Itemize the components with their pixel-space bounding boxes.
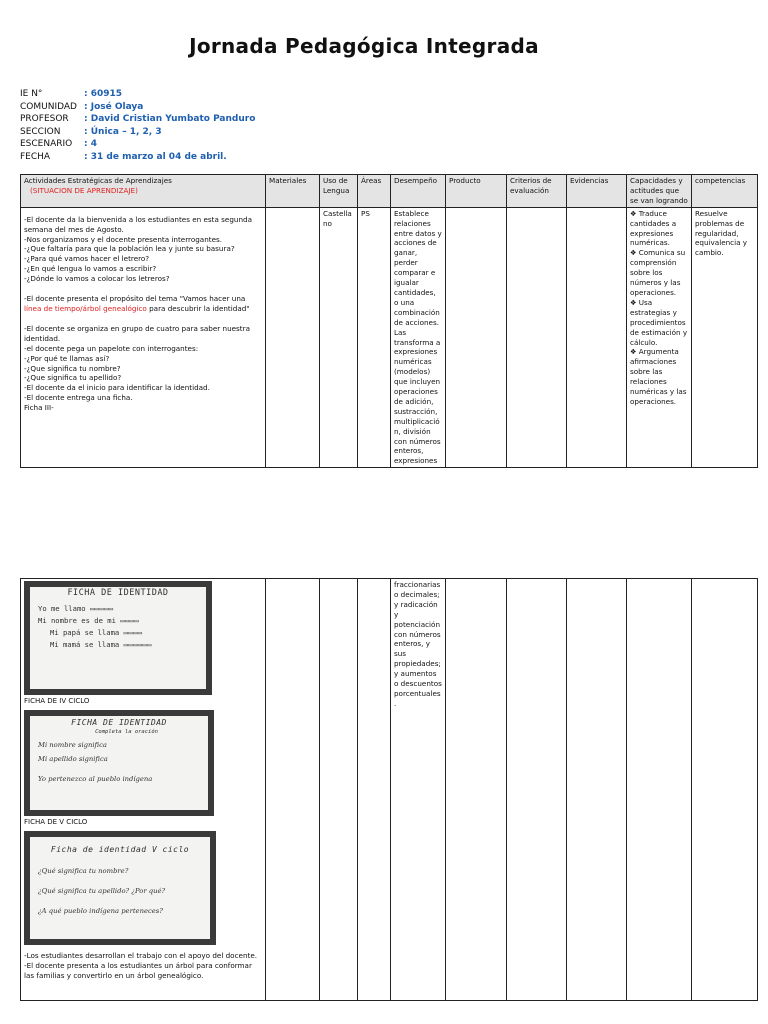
answer-boxes: ▭▭▭▭▭▭ [123, 640, 152, 649]
photo-line: ¿Qué significa tu apellido? ¿Por qué? [38, 886, 166, 895]
purpose-highlight: línea de tiempo/árbol genealógico [24, 303, 147, 313]
closing-line: -Los estudiantes desarrollan el trabajo con el apoyo del docente. [24, 950, 258, 960]
info-value: : José Olaya [84, 101, 144, 112]
info-value: : 31 de marzo al 04 de abril. [84, 151, 227, 162]
header-capacidades: Capacidades y actitudes que se van logrando [627, 175, 692, 208]
activity-line: -¿Que faltaría para que la población lea y junte su basura? [24, 244, 235, 254]
capacidades-cell [627, 579, 692, 1001]
header-uso-lengua: Uso de Lengua [320, 175, 358, 208]
header-producto: Producto [446, 175, 507, 208]
table-row [21, 207, 758, 468]
header-desempeno: Desempeño [391, 175, 446, 208]
info-row-fecha [20, 151, 255, 164]
capacidad-item: ❖ Usa estrategias y procedimientos de estimación y cálculo. [630, 297, 688, 347]
capacidad-item: ❖ Argumenta afirmaciones sobre las relaciones numéricas y las operaciones. [630, 347, 687, 406]
answer-boxes: ▭▭▭▭ [120, 616, 140, 625]
photo-line [30, 639, 206, 651]
info-value: : 4 [84, 139, 97, 149]
ficha-identidad-photo-3 [24, 831, 216, 945]
info-value: : 60915 [84, 89, 123, 99]
table-row [21, 579, 758, 1001]
info-label: ESCENARIO [20, 139, 73, 149]
photo-line: Mi nombre significa [38, 740, 107, 749]
header-situacion-label: (SITUACION DE APRENDIZAJE) [30, 185, 138, 195]
materiales-cell [266, 207, 320, 468]
photo-line: ¿A qué pueblo indígena perteneces? [38, 906, 163, 915]
activity-line: -¿Que significa tu nombre? [24, 363, 121, 373]
answer-boxes: ▭▭▭▭ [123, 628, 143, 637]
closing-line: -El docente presenta a los estudiantes un árbol para conformar las familias y convertirlo en un árbol genealógico. [24, 960, 252, 980]
photo-line [30, 603, 206, 615]
capacidades-cell [627, 207, 692, 468]
header-criterios: Criterios de evaluación [507, 175, 567, 208]
planning-table-part2 [20, 578, 758, 1001]
activity-line: -¿Que significa tu apellido? [24, 373, 122, 383]
activities-cell [21, 207, 266, 468]
purpose-text: -El docente presenta el propósito del tema "Vamos hacer una [24, 294, 246, 304]
photo-line-text: Yo me llamo [38, 603, 86, 613]
page-title: Jornada Pedagógica Integrada [189, 34, 539, 58]
competencias-cell [692, 579, 758, 1001]
photo-title: Ficha de identidad V ciclo [50, 844, 190, 854]
purpose-line [24, 294, 262, 314]
school-info [20, 88, 255, 163]
activity-line: -¿Dónde lo vamos a colocar los letreros? [24, 274, 170, 284]
areas-cell: PS [358, 207, 391, 468]
planning-table-part1 [20, 174, 758, 468]
activities-cell-continued [21, 579, 266, 1001]
desempeno-cell-continued: fraccionarias o decimales; y radicación y potenciación con números enteros, y sus propiedades; y aumentos o descuentos porcentuales. [391, 579, 446, 1001]
areas-cell [358, 579, 391, 1001]
photo-subtitle: Completa la oración [95, 728, 158, 735]
materiales-cell [266, 579, 320, 1001]
photo-title: FICHA DE IDENTIDAD [71, 717, 167, 727]
producto-cell [446, 207, 507, 468]
criterios-cell [507, 207, 567, 468]
header-competencias: competencias [692, 175, 758, 208]
photo-line: Mi apellido significa [38, 754, 108, 763]
capacidad-item: ❖ Traduce cantidades a expresiones numéricas. [630, 208, 677, 248]
info-value: : David Cristian Yumbato Panduro [84, 114, 256, 124]
info-label: COMUNIDAD [20, 101, 77, 112]
evidencias-cell [567, 207, 627, 468]
evidencias-cell [567, 579, 627, 1001]
ficha-identidad-photo-2 [24, 710, 214, 816]
header-evidencias: Evidencias [567, 175, 627, 208]
photo-line: ¿Qué significa tu nombre? [38, 866, 129, 875]
activity-line: -el docente pega un papelote con interrogantes: [24, 343, 199, 353]
criterios-cell [507, 579, 567, 1001]
photo-line-text: Mi mamá se llama [50, 639, 120, 649]
uso-lengua-cell [320, 579, 358, 1001]
info-label: PROFESOR [20, 114, 69, 124]
info-row-comunidad [20, 101, 255, 114]
activity-line: -¿Para qué vamos hacer el letrero? [24, 254, 150, 264]
uso-lengua-cell: Castellano [320, 207, 358, 468]
activity-line: -El docente entrega una ficha. [24, 393, 133, 403]
table-header-row [21, 175, 758, 208]
photo-line [30, 615, 206, 627]
ficha-iv-label: FICHA DE IV CICLO [24, 697, 90, 705]
info-label: IE N° [20, 89, 43, 99]
competencias-cell: Resuelve problemas de regularidad, equivalencia y cambio. [692, 207, 758, 468]
header-areas: Áreas [358, 175, 391, 208]
producto-cell [446, 579, 507, 1001]
activity-line: -Nos organizamos y el docente presenta interrogantes. [24, 234, 223, 244]
activity-line: -El docente se organiza en grupo de cuatro para saber nuestra identidad. [24, 323, 250, 343]
desempeno-cell: Establece relaciones entre datos y acciones de ganar, perder comparar e igualar cantidades, o una combinación de acciones. Las transforma a expresiones numéricas (modelos) que incluyen operaciones de adición, sustracción, multiplicación, división con números enteros, expresiones [391, 207, 446, 468]
purpose-text-end: para descubrir la identidad" [146, 303, 250, 313]
capacidad-item: ❖ Comunica su comprensión sobre los números y las operaciones. [630, 248, 686, 297]
photo-title: FICHA DE IDENTIDAD [67, 588, 169, 598]
info-label: FECHA [20, 151, 51, 162]
header-materiales: Materiales [266, 175, 320, 208]
photo-line: Yo pertenezco al pueblo indígena [38, 774, 153, 783]
info-value: : Única – 1, 2, 3 [84, 126, 162, 137]
photo-line-text: Mi papá se llama [50, 627, 120, 637]
ficha-identidad-photo-1 [24, 581, 212, 695]
activity-line: -¿Por qué te llamas así? [24, 353, 110, 363]
info-row-escenario [20, 138, 255, 151]
info-label: SECCION [20, 126, 61, 137]
answer-boxes: ▭▭▭▭▭ [89, 604, 114, 613]
photo-line-text: Mi nombre es de mi [38, 615, 116, 625]
header-actividades-label: Actividades Estratégicas de Aprendizajes [24, 176, 172, 185]
ficha-v-label: FICHA DE V CICLO [24, 817, 88, 826]
info-row-seccion [20, 126, 255, 139]
info-row-ie [20, 88, 255, 101]
info-row-profesor [20, 113, 255, 126]
activity-line: -El docente da la bienvenida a los estudiantes en esta segunda semana del mes de Agosto. [24, 214, 252, 234]
header-actividades [21, 175, 266, 208]
activity-line: Ficha III- [24, 403, 54, 413]
activity-line: -El docente da el inicio para identificar la identidad. [24, 383, 210, 393]
photo-line [30, 627, 206, 639]
activity-line: -¿En qué lengua lo vamos a escribir? [24, 264, 157, 274]
